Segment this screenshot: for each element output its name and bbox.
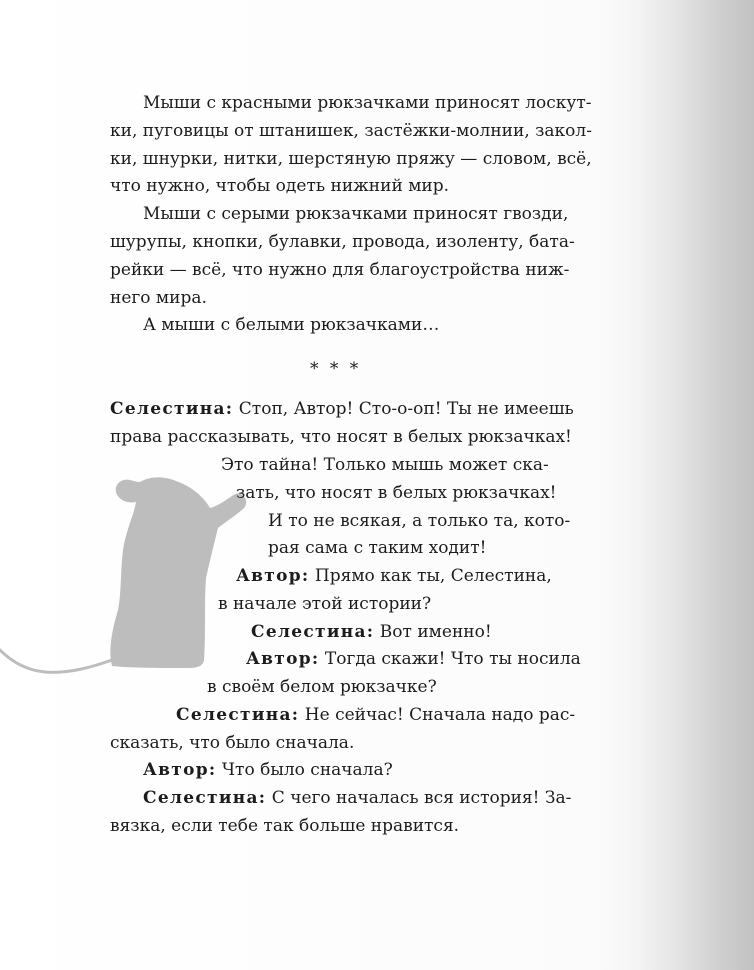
speaker-name: Селестина: — [251, 622, 375, 642]
paragraph-line: А мыши с белыми рюкзачками… — [143, 315, 440, 335]
dialogue-text: С чего началась вся история! За- — [271, 788, 572, 808]
speaker-name: Селестина: — [143, 788, 267, 808]
dialogue-line — [246, 646, 581, 672]
dialogue-line: рая сама с таким ходит! — [268, 538, 487, 558]
paragraph-line: рейки — всё, что нужно для благоустройства ниж- — [110, 260, 570, 280]
dialogue-line: вязка, если тебе так больше нравится. — [110, 816, 460, 836]
dialogue-line — [236, 563, 552, 589]
dialogue-line — [143, 785, 571, 811]
dialogue-text: Не сейчас! Сначала надо рас- — [304, 705, 576, 725]
dialogue-line — [176, 702, 575, 728]
dialogue-text: Что было сначала? — [221, 760, 393, 780]
paragraph-line: ки, пуговицы от штанишек, застёжки-молнии, закол- — [110, 121, 592, 141]
dialogue-line: в своём белом рюкзачке? — [207, 677, 437, 697]
dialogue-line: сказать, что было сначала. — [110, 733, 355, 753]
dialogue-text: Прямо как ты, Селестина, — [314, 566, 552, 586]
speaker-name: Автор: — [236, 566, 310, 586]
speaker-name: Автор: — [143, 760, 217, 780]
section-separator: * * * — [310, 359, 362, 379]
dialogue-line: Это тайна! Только мышь может ска- — [221, 455, 549, 475]
speaker-name: Автор: — [246, 649, 320, 669]
paragraph-line: что нужно, чтобы одеть нижний мир. — [110, 176, 450, 196]
dialogue-line — [143, 757, 393, 783]
paragraph-line: ки, шнурки, нитки, шерстяную пряжу — словом, всё, — [110, 149, 592, 169]
dialogue-line: права рассказывать, что носят в белых рюкзачках! — [110, 427, 572, 447]
dialogue-line: И то не всякая, а только та, кото- — [268, 511, 571, 531]
paragraph-line: него мира. — [110, 288, 207, 308]
dialogue-line: зать, что носят в белых рюкзачках! — [236, 483, 557, 503]
dialogue-text: Стоп, Автор! Сто-о-оп! Ты не имеешь — [238, 399, 574, 419]
dialogue-text: Тогда скажи! Что ты носила — [324, 649, 581, 669]
mouse-silhouette-illustration — [0, 470, 260, 690]
paragraph-line: Мыши с красными рюкзачками приносят лоскут- — [143, 93, 592, 113]
dialogue-line — [251, 619, 492, 645]
dialogue-text: Вот именно! — [379, 622, 492, 642]
paragraph-line: Мыши с серыми рюкзачками приносят гвозди, — [143, 204, 569, 224]
dialogue-line — [110, 396, 574, 422]
dialogue-line: в начале этой истории? — [218, 594, 432, 614]
speaker-name: Селестина: — [176, 705, 300, 725]
paragraph-line: шурупы, кнопки, булавки, провода, изоленту, бата- — [110, 232, 575, 252]
speaker-name: Селестина: — [110, 399, 234, 419]
